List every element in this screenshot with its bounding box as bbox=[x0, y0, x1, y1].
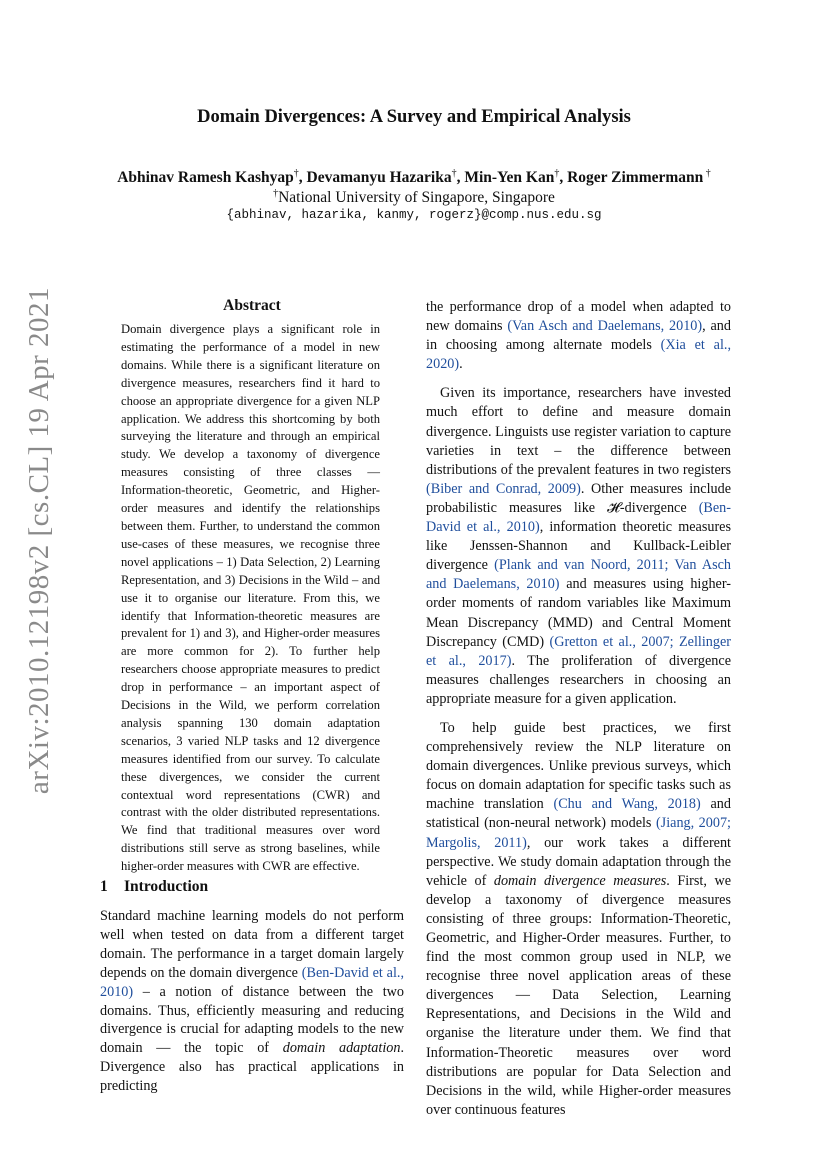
affiliation bbox=[0, 188, 828, 207]
emphasis-text: domain divergence measures bbox=[493, 872, 667, 889]
text-run: Given its importance, researchers have invested much effort to define and measure domain divergence. Linguists use register variation to capture varieties in text – the difference between distributions of the prevalent features in two registers bbox=[426, 385, 731, 478]
abstract-heading: Abstract bbox=[223, 297, 281, 314]
citation-link[interactable]: (Gretton et al., 2007; Zellinger et al., 2017) bbox=[426, 633, 731, 669]
text-run: . First, we develop a taxonomy of divergence measures consisting of three groups: Information-Theoretic, Geometric, and Higher-Order measures. Further, to find the most common group used in NLP, we recognise three novel application areas of these divergences — Data Selection, Learning Representations, and Decisions in the Wild and organise the literature under them. We find that Information-Theoretic measures over word distributions are popular for Data Selection and Decisions in the wild, while Higher-order measures over continuous features bbox=[426, 872, 731, 1118]
right-column bbox=[426, 298, 731, 1130]
citation-link[interactable]: (Xia et al., 2020) bbox=[426, 337, 731, 373]
text-run: Standard machine learning models do not perform well when tested on data from a different target domain. The performance in a target domain largely depends on the domain divergence bbox=[100, 908, 404, 981]
author-emails: {abhinav, hazarika, kanmy, rogerz}@comp.nus.edu.sg bbox=[226, 208, 602, 222]
author-separator: , bbox=[456, 169, 465, 187]
author-name: Abhinav Ramesh Kashyap bbox=[117, 169, 294, 187]
introduction-left-column bbox=[100, 907, 404, 1096]
section-heading-introduction bbox=[100, 878, 208, 896]
affiliation-text: National University of Singapore, Singapore bbox=[278, 189, 555, 207]
text-run: . The proliferation of divergence measures challenges researchers in choosing an appropriate measure for a given application. bbox=[426, 652, 731, 707]
text-run: the performance drop of a model when adapted to new domains bbox=[426, 299, 731, 335]
author-name: Roger Zimmermann bbox=[567, 169, 704, 187]
arxiv-identifier-stamp: arXiv:2010.12198v2 [cs.CL] 19 Apr 2021 bbox=[23, 286, 56, 794]
paper-title: Domain Divergences: A Survey and Empirical Analysis bbox=[197, 107, 631, 127]
paragraph bbox=[100, 907, 404, 1096]
text-run: . Divergence also has practical applications in predicting bbox=[100, 1040, 404, 1095]
author-separator: , bbox=[298, 169, 307, 187]
paragraph bbox=[426, 719, 731, 1120]
text-run: . Other measures include probabilistic measures like 𝓗-divergence bbox=[426, 480, 731, 516]
text-run: To help guide best practices, we first comprehensively review the NLP literature on domain divergences. Unlike previous surveys, which focus on domain adaptation for specific tasks such as machine translation bbox=[426, 719, 731, 813]
citation-link[interactable]: (Van Asch and Daelemans, 2010) bbox=[507, 318, 703, 335]
text-run: . bbox=[459, 356, 463, 373]
citation-link[interactable]: (Biber and Conrad, 2009) bbox=[426, 480, 581, 497]
text-run: , information theoretic measures like Jenssen-Shannon and Kullback-Leibler divergence bbox=[426, 519, 731, 574]
emphasis-text: domain adaptation bbox=[282, 1040, 401, 1057]
text-run: and measures using higher-order moments of random variables like Maximum Mean Discrepancy (MMD) and Central Moment Discrepancy (CMD) bbox=[426, 576, 731, 650]
text-run: , and in choosing among alternate models bbox=[426, 318, 731, 354]
section-title: Introduction bbox=[124, 878, 209, 895]
text-run: and statistical (non-neural network) models bbox=[426, 796, 731, 832]
citation-link[interactable]: (Plank and van Noord, 2011; Van Asch and Daelemans, 2010) bbox=[426, 557, 731, 593]
section-number: 1 bbox=[100, 878, 108, 895]
affiliation-mark: † bbox=[703, 168, 711, 179]
citation-link[interactable]: (Ben-David et al., 2010) bbox=[426, 499, 731, 536]
paragraph bbox=[426, 384, 731, 709]
citation-link[interactable]: (Ben-David et al., 2010) bbox=[100, 964, 404, 1000]
citation-link[interactable]: (Jiang, 2007; Margolis, 2011) bbox=[426, 815, 731, 851]
author-name: Min-Yen Kan bbox=[464, 169, 555, 187]
text-run: – a notion of distance between the two domains. Thus, efficiently measuring and reducing divergence is crucial for adapting models to the new domain — the topic of bbox=[100, 983, 404, 1057]
abstract-text: Domain divergence plays a significant role in estimating the performance of a model in new domains. While there is a significant literature on divergence measures, researchers find it hard to choose an appropriate divergence for a given NLP application. We address this shortcoming by both surveying the literature and through an empirical study. We develop a taxonomy of divergence measures consisting of three classes — Information-theoretic, Geometric, and Higher-order measures and identify the relationships between them. Further, to understand the common use-cases of these measures, we recognise three novel applications – 1) Data Selection, 2) Learning Representation, and 3) Decisions in the Wild – and use it to organise our literature. From this, we identify that Information-theoretic measures are prevalent for 1) and 3), and Higher-order measures are more common for 2). To further help researchers choose appropriate measures to predict drop in performance – an important aspect of Decisions in the Wild, we perform correlation analysis spanning 130 domain adaptation scenarios, 3 varied NLP tasks and 12 divergence measures identified from our survey. To calculate these divergences, we consider the current contextual word representations (CWR) and contrast with the older distributed representations. We find that traditional measures over word distributions still serve as strong baselines, while higher-order measures with CWR are effective. bbox=[121, 322, 380, 874]
text-run: , our work takes a different perspective. We study domain adaptation through the vehicle of bbox=[426, 834, 732, 889]
affiliation-mark: † bbox=[273, 188, 279, 199]
paragraph bbox=[426, 298, 731, 374]
author-separator: , bbox=[559, 169, 568, 187]
affiliation-mark: † bbox=[451, 168, 457, 179]
author-list bbox=[0, 168, 828, 187]
affiliation-mark: † bbox=[554, 168, 560, 179]
author-name: Devamanyu Hazarika bbox=[306, 169, 452, 187]
citation-link[interactable]: (Chu and Wang, 2018) bbox=[553, 796, 701, 813]
affiliation-mark: † bbox=[293, 168, 299, 179]
